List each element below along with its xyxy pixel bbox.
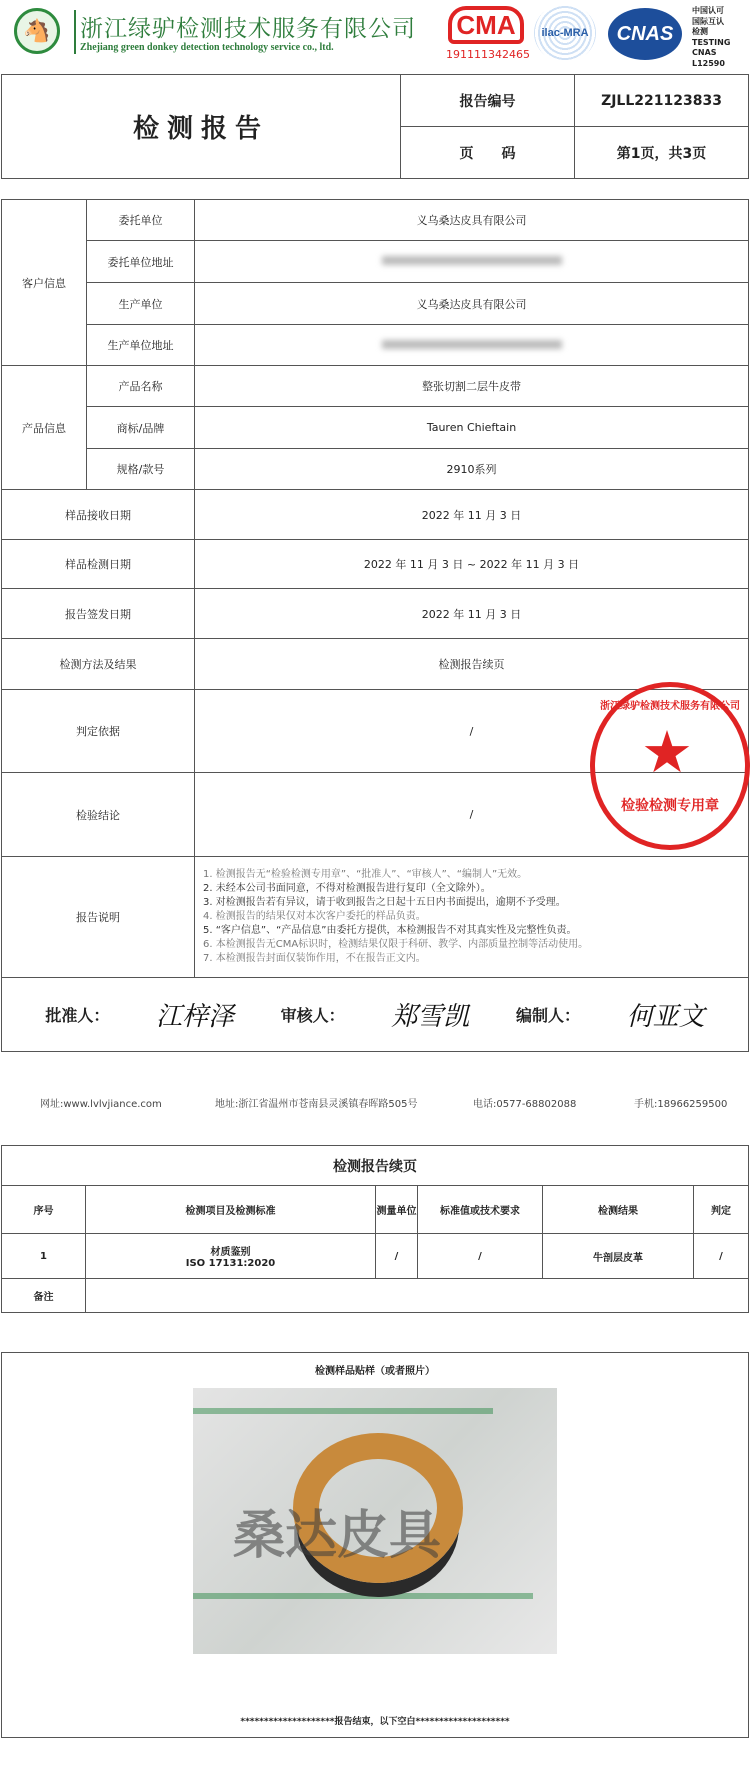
company-name-en: Zhejiang green donkey detection technology service co., ltd. xyxy=(80,42,334,53)
cma-logo: CMA xyxy=(448,6,524,44)
approver-signature: 江梓泽 xyxy=(155,1002,234,1032)
label: 样品接收日期 xyxy=(2,490,195,540)
report-no: ZJLL221123833 xyxy=(575,75,749,127)
label: 报告说明 xyxy=(2,857,195,978)
producer-address-blurred xyxy=(195,325,749,366)
info-table xyxy=(1,199,749,1052)
note: 2. 未经本公司书面同意，不得对检测报告进行复印（全文除外）。 xyxy=(203,883,491,894)
cell-judgement: / xyxy=(694,1234,749,1279)
note: 5. “客户信息”、“产品信息”由委托方提供，本检测报告不对其真实性及完整性负责。 xyxy=(203,925,577,936)
report-no-label: 报告编号 xyxy=(401,75,575,127)
remarks-value xyxy=(86,1279,749,1313)
page-value: 第1页，共3页 xyxy=(575,127,749,179)
approver-label: 批准人： xyxy=(45,1006,110,1025)
label: 产品名称 xyxy=(87,366,195,407)
label: 样品检测日期 xyxy=(2,540,195,589)
report-header xyxy=(0,0,750,68)
table-row xyxy=(2,1234,749,1279)
label: 委托单位地址 xyxy=(87,241,195,283)
cnas-line: CNAS L12590 xyxy=(692,48,725,68)
editor-label: 编制人： xyxy=(515,1006,580,1025)
note: 1. 检测报告无“检验检测专用章”、“批准人”、“审核人”、“编制人”无效。 xyxy=(203,869,528,880)
client-address-blurred xyxy=(195,241,749,283)
label: 检验结论 xyxy=(2,773,195,857)
sample-photo xyxy=(193,1388,557,1654)
cma-number: 191111342465 xyxy=(446,48,530,61)
report-notes xyxy=(195,857,749,978)
reviewer-signature: 郑雪凯 xyxy=(391,1002,470,1032)
seal-arc-text: 浙江绿驴检测技术服务有限公司 xyxy=(600,701,740,712)
donkey-logo-icon: 🐴 xyxy=(14,8,60,54)
cnas-line: TESTING xyxy=(692,37,731,47)
label: 商标/品牌 xyxy=(87,407,195,449)
label: 报告签发日期 xyxy=(2,589,195,639)
ilac-mra-logo: ilac-MRA xyxy=(534,4,596,62)
seal-text: 检验检测专用章 xyxy=(621,798,719,814)
brand: Tauren Chieftain xyxy=(195,407,749,449)
note: 6. 本检测报告无CMA标识时，检测结果仅限于科研、教学、内部质量控制等活动使用。 xyxy=(203,939,589,950)
continuation-title: 检测报告续页 xyxy=(2,1146,749,1186)
cell-unit: / xyxy=(376,1234,418,1279)
method: 检测报告续页 xyxy=(195,639,749,690)
company-name-cn: 浙江绿驴检测技术服务有限公司 xyxy=(80,16,416,42)
doc-title: 检测报告 xyxy=(2,75,401,179)
customer-group: 客户信息 xyxy=(2,200,87,366)
reviewer-label: 审核人： xyxy=(280,1006,345,1025)
continuation-table xyxy=(1,1145,749,1313)
star-icon: ★ xyxy=(641,718,693,786)
end-of-report: ********************报告结束，以下空白******************** xyxy=(240,1717,510,1727)
cell-requirement: / xyxy=(418,1234,543,1279)
label: 生产单位地址 xyxy=(87,325,195,366)
phone: 电话:0577-68802088 xyxy=(473,1099,577,1110)
model: 2910系列 xyxy=(195,449,749,490)
address: 地址:浙江省温州市苍南县灵溪镇春晖路505号 xyxy=(215,1099,418,1110)
received-date: 2022 年 11 月 3 日 xyxy=(195,490,749,540)
standard: ISO 17131:2020 xyxy=(185,1258,276,1269)
photo-backdrop-stripe xyxy=(193,1593,533,1599)
cell-result: 牛剖层皮革 xyxy=(543,1234,694,1279)
photo-backdrop-stripe xyxy=(193,1408,493,1414)
signature-row xyxy=(2,978,749,1052)
label: 委托单位 xyxy=(87,200,195,241)
cnas-line: 中国认可 xyxy=(692,6,724,15)
label: 规格/款号 xyxy=(87,449,195,490)
conclusion: / xyxy=(195,773,749,857)
cell-no: 1 xyxy=(2,1234,86,1279)
product-name: 整张切割二层牛皮带 xyxy=(195,366,749,407)
label: 检测方法及结果 xyxy=(2,639,195,690)
remarks-label: 备注 xyxy=(2,1279,86,1313)
issued-date: 2022 年 11 月 3 日 xyxy=(195,589,749,639)
note: 7. 本检测报告封面仅装饰作用，不在报告正文内。 xyxy=(203,953,426,964)
column-header: 检测结果 xyxy=(543,1186,694,1234)
title-table xyxy=(1,74,749,179)
cnas-text xyxy=(692,6,750,69)
photo-watermark-caption: 桑达皮具 xyxy=(233,1506,442,1566)
producer-value: 义乌桑达皮具有限公司 xyxy=(195,283,749,325)
cell-item xyxy=(86,1234,376,1279)
column-header: 标准值或技术要求 xyxy=(418,1186,543,1234)
product-group: 产品信息 xyxy=(2,366,87,490)
client-value: 义乌桑达皮具有限公司 xyxy=(195,200,749,241)
editor-signature: 何亚文 xyxy=(626,1002,705,1032)
tested-date: 2022 年 11 月 3 日 ~ 2022 年 11 月 3 日 xyxy=(195,540,749,589)
column-header: 测量单位 xyxy=(376,1186,418,1234)
note: 3. 对检测报告若有异议，请于收到报告之日起十五日内书面提出，逾期不予受理。 xyxy=(203,897,566,908)
basis: / xyxy=(195,690,749,773)
website-link[interactable]: 网址:www.lvlvjiance.com xyxy=(40,1099,162,1110)
column-header: 序号 xyxy=(2,1186,86,1234)
column-header: 判定 xyxy=(694,1186,749,1234)
column-header: 检测项目及检测标准 xyxy=(86,1186,376,1234)
sample-title: 检测样品贴样（或者照片） xyxy=(315,1366,435,1377)
official-seal xyxy=(590,682,750,850)
cnas-line: 国际互认 xyxy=(692,16,724,26)
cnas-line: 检测 xyxy=(692,27,708,36)
label: 判定依据 xyxy=(2,690,195,773)
note: 4. 检测报告的结果仅对本次客户委托的样品负责。 xyxy=(203,911,426,922)
mobile: 手机:18966259500 xyxy=(634,1099,728,1110)
page-label: 页 码 xyxy=(401,127,575,179)
label: 生产单位 xyxy=(87,283,195,325)
divider xyxy=(74,10,76,54)
item: 材质鉴别 xyxy=(210,1247,251,1258)
cnas-logo: CNAS xyxy=(608,8,682,60)
